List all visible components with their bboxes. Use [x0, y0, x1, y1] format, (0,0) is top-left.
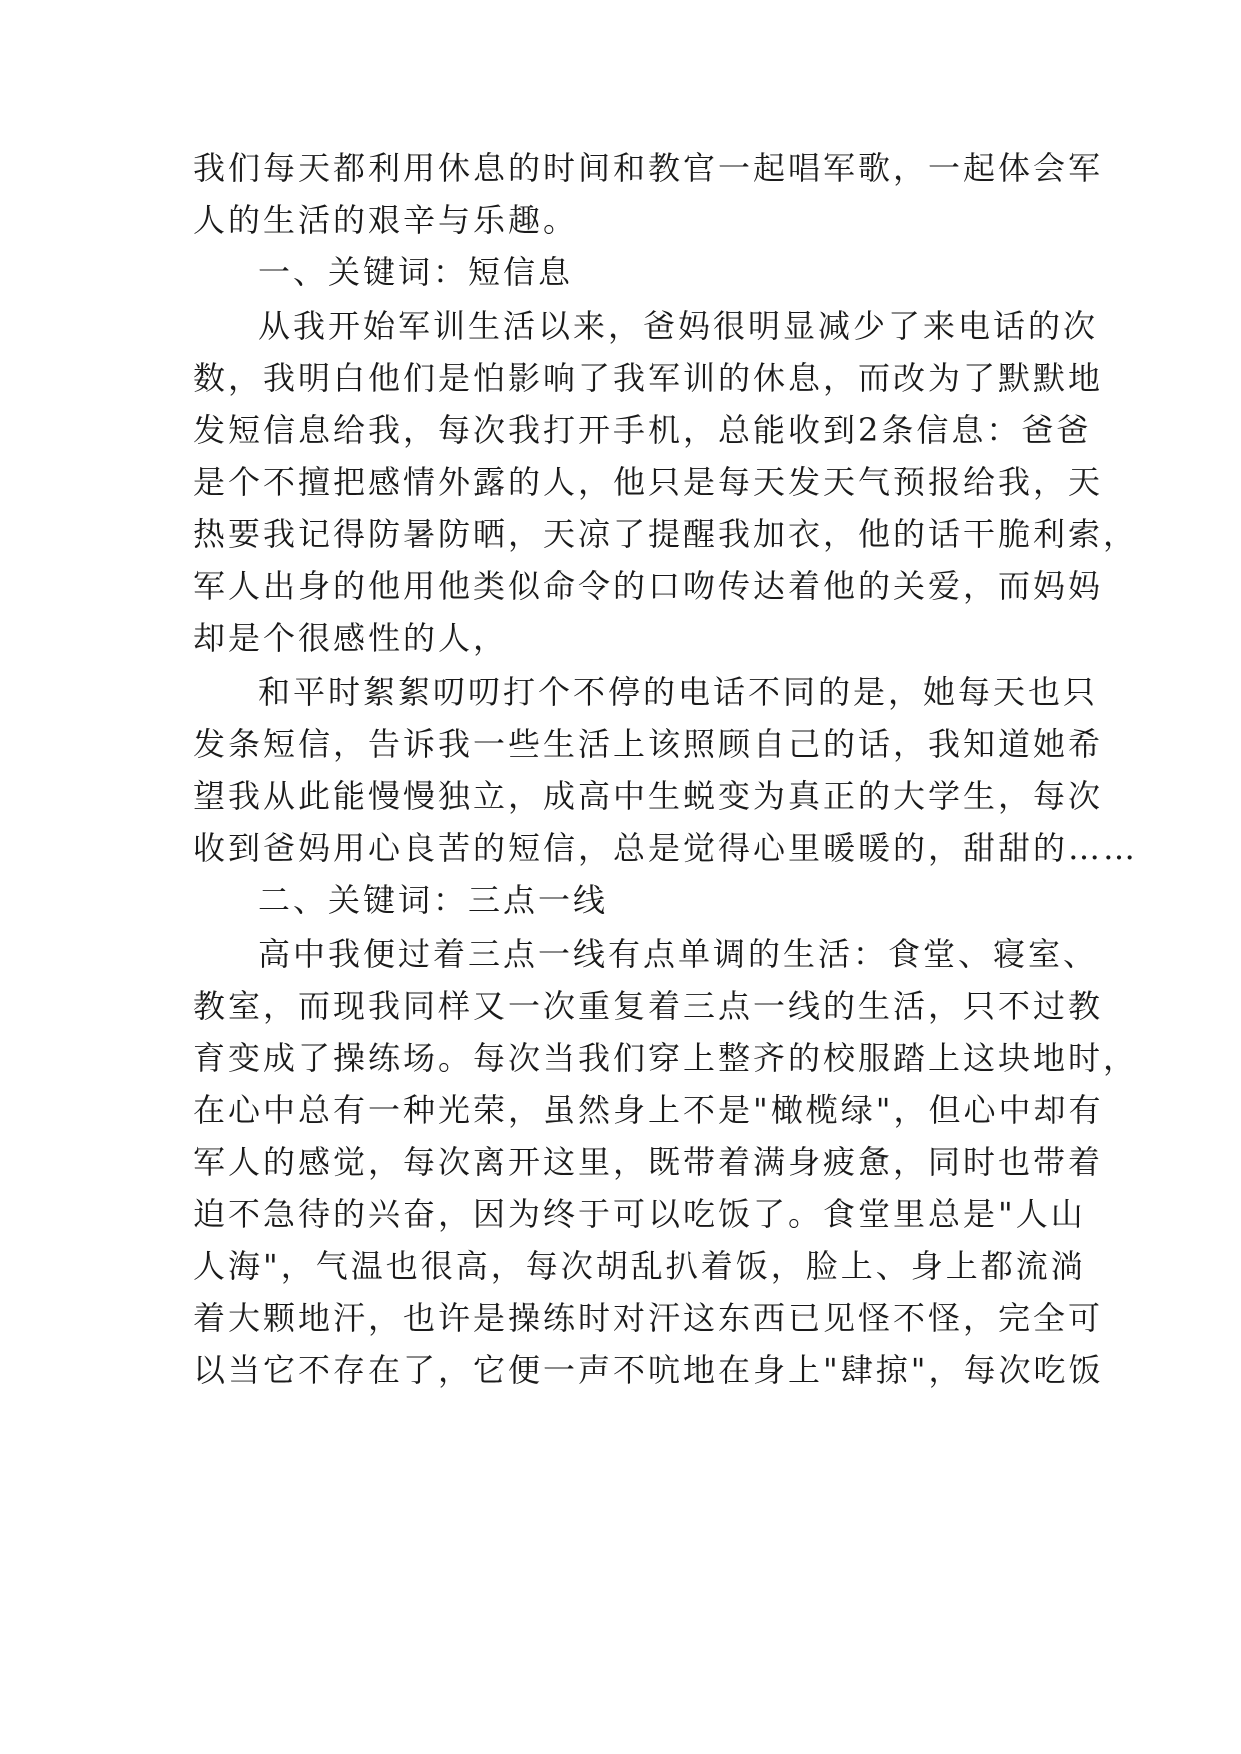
text-line: 热要我记得防暑防晒，天凉了提醒我加衣，他的话干脆利索， [193, 515, 1139, 553]
text-line: 我们每天都利用休息的时间和教官一起唱军歌，一起体会军 [193, 149, 1104, 187]
text-line: 以当它不存在了，它便一声不吭地在身上"肆掠"，每次吃饭 [193, 1351, 1104, 1389]
text-line: 育变成了操练场。每次当我们穿上整齐的校服踏上这块地时， [193, 1039, 1139, 1077]
section-heading: 二、关键词：三点一线 [258, 881, 609, 919]
text-line: 人的生活的艰辛与乐趣。 [193, 201, 579, 239]
text-line: 望我从此能慢慢独立，成高中生蜕变为真正的大学生，每次 [193, 777, 1104, 815]
text-line: 人海"，气温也很高，每次胡乱扒着饭，脸上、身上都流淌 [193, 1247, 1086, 1285]
text-line: 和平时絮絮叨叨打个不停的电话不同的是，她每天也只 [258, 673, 1099, 711]
text-line: 教室，而现我同样又一次重复着三点一线的生活，只不过教 [193, 987, 1104, 1025]
text-line: 军人出身的他用他类似命令的口吻传达着他的关爱，而妈妈 [193, 567, 1104, 605]
text-line: 从我开始军训生活以来，爸妈很明显减少了来电话的次 [258, 307, 1099, 345]
text-line: 迫不急待的兴奋，因为终于可以吃饭了。食堂里总是"人山 [193, 1195, 1086, 1233]
text-line: 是个不擅把感情外露的人，他只是每天发天气预报给我，天 [193, 463, 1104, 501]
text-line: 收到爸妈用心良苦的短信，总是觉得心里暖暖的，甜甜的…… [193, 829, 1139, 867]
text-line: 发短信息给我，每次我打开手机，总能收到2条信息：爸爸 [193, 411, 1092, 449]
text-line: 在心中总有一种光荣，虽然身上不是"橄榄绿"，但心中却有 [193, 1091, 1104, 1129]
section-heading: 一、关键词：短信息 [258, 253, 574, 291]
text-line: 军人的感觉，每次离开这里，既带着满身疲惫，同时也带着 [193, 1143, 1104, 1181]
text-line: 高中我便过着三点一线有点单调的生活：食堂、寝室、 [258, 935, 1099, 973]
text-line: 数，我明白他们是怕影响了我军训的休息，而改为了默默地 [193, 359, 1104, 397]
text-line: 发条短信，告诉我一些生活上该照顾自己的话，我知道她希 [193, 725, 1104, 763]
text-line: 着大颗地汗，也许是操练时对汗这东西已见怪不怪，完全可 [193, 1299, 1104, 1337]
text-line: 却是个很感性的人， [193, 619, 509, 657]
